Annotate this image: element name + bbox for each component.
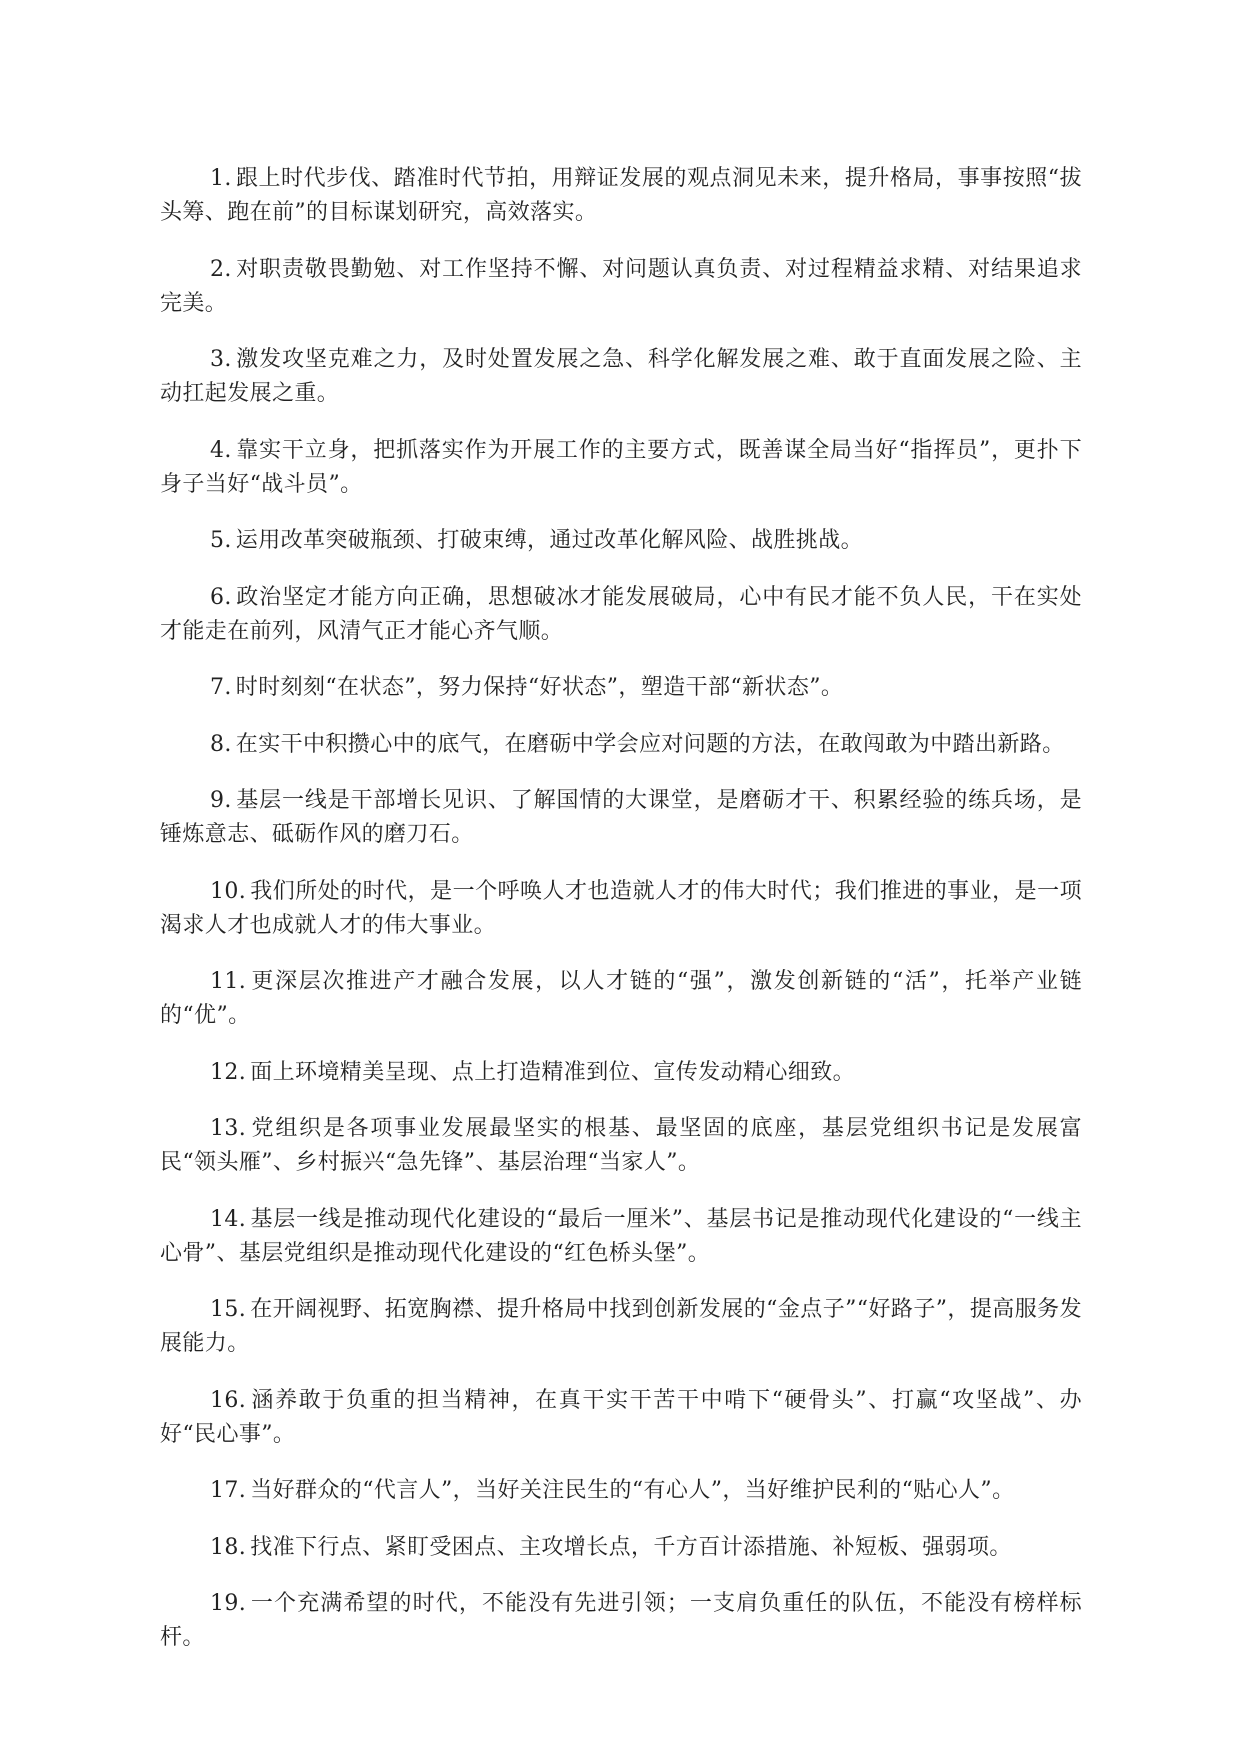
list-item-19	[160, 1587, 1082, 1655]
item-text: 基层一线是干部增长见识、了解国情的大课堂，是磨砺才干、积累经验的练兵场，是锤炼意志、砥砺作风的磨刀石。	[160, 788, 1082, 847]
item-text: 涵养敢于负重的担当精神，在真干实干苦干中啃下“硬骨头”、打赢“攻坚战”、办好“民心事”。	[160, 1387, 1082, 1447]
item-number: 14.	[210, 1206, 247, 1232]
item-number: 16.	[210, 1387, 247, 1413]
item-number: 17.	[210, 1478, 247, 1503]
list-item-4	[160, 434, 1082, 502]
list-item-2	[160, 253, 1082, 321]
list-item-17	[160, 1474, 1082, 1508]
item-text: 跟上时代步伐、踏准时代节拍，用辩证发展的观点洞见未来，提升格局，事事按照“拔头筹、跑在前”的目标谋划研究，高效落实。	[160, 166, 1082, 225]
item-text: 一个充满希望的时代，不能没有先进引领；一支肩负重任的队伍，不能没有榜样标杆。	[160, 1591, 1082, 1650]
list-item-11	[160, 965, 1082, 1033]
item-text: 找准下行点、紧盯受困点、主攻增长点，千方百计添措施、补短板、强弱项。	[250, 1534, 1012, 1560]
list-item-5	[160, 524, 1082, 558]
list-item-6	[160, 581, 1082, 649]
list-item-10	[160, 875, 1082, 943]
item-number: 13.	[210, 1116, 247, 1141]
item-number: 18.	[210, 1534, 247, 1560]
item-text: 时时刻刻“在状态”，努力保持“好状态”，塑造干部“新状态”。	[235, 675, 844, 700]
item-text: 我们所处的时代，是一个呼唤人才也造就人才的伟大时代；我们推进的事业，是一项渴求人才也成就人才的伟大事业。	[160, 878, 1082, 938]
list-item-3	[160, 343, 1082, 411]
list-item-15	[160, 1293, 1082, 1361]
list-item-13	[160, 1112, 1082, 1180]
item-number: 2.	[210, 256, 232, 282]
item-text: 更深层次推进产才融合发展，以人才链的“强”，激发创新链的“活”，托举产业链的“优”。	[160, 969, 1082, 1028]
list-item-12	[160, 1056, 1082, 1090]
item-text: 在实干中积攒心中的底气，在磨砺中学会应对问题的方法，在敢闯敢为中踏出新路。	[235, 731, 1065, 757]
item-number: 8.	[210, 731, 232, 757]
item-number: 12.	[210, 1059, 247, 1085]
item-number: 4.	[210, 437, 232, 463]
item-text: 政治坚定才能方向正确，思想破冰才能发展破局，心中有民才能不负人民，干在实处才能走在前列，风清气正才能心齐气顺。	[160, 584, 1082, 644]
item-text: 在开阔视野、拓宽胸襟、提升格局中找到创新发展的“金点子”“好路子”，提高服务发展能力。	[160, 1297, 1082, 1356]
item-number: 19.	[210, 1591, 247, 1616]
item-number: 6.	[210, 584, 232, 610]
item-text: 激发攻坚克难之力，及时处置发展之急、科学化解发展之难、敢于直面发展之险、主动扛起发展之重。	[160, 347, 1082, 406]
item-number: 11.	[210, 969, 247, 994]
item-text: 靠实干立身，把抓落实作为开展工作的主要方式，既善谋全局当好“指挥员”，更扑下身子当好“战斗员”。	[160, 437, 1082, 497]
item-number: 9.	[210, 788, 232, 813]
list-item-1	[160, 162, 1082, 230]
item-text: 运用改革突破瓶颈、打破束缚，通过改革化解风险、战胜挑战。	[235, 528, 863, 553]
item-number: 15.	[210, 1297, 247, 1322]
item-text: 面上环境精美呈现、点上打造精准到位、宣传发动精心细致。	[250, 1059, 855, 1085]
list-item-9	[160, 784, 1082, 852]
item-number: 5.	[210, 528, 232, 553]
list-item-7	[160, 671, 1082, 705]
item-number: 7.	[210, 675, 232, 700]
list-item-8	[160, 728, 1082, 762]
item-number: 10.	[210, 878, 247, 904]
item-text: 对职责敬畏勤勉、对工作坚持不懈、对问题认真负责、对过程精益求精、对结果追求完美。	[160, 256, 1082, 316]
list-item-18	[160, 1531, 1082, 1565]
list-item-16	[160, 1384, 1082, 1452]
list-item-14	[160, 1203, 1082, 1271]
item-number: 1.	[210, 166, 232, 191]
item-text: 基层一线是推动现代化建设的“最后一厘米”、基层书记是推动现代化建设的“一线主心骨”、基层党组织是推动现代化建设的“红色桥头堡”。	[160, 1206, 1082, 1266]
item-text: 当好群众的“代言人”，当好关注民生的“有心人”，当好维护民利的“贴心人”。	[250, 1478, 1015, 1503]
item-number: 3.	[210, 347, 232, 372]
item-text: 党组织是各项事业发展最坚实的根基、最坚固的底座，基层党组织书记是发展富民“领头雁”、乡村振兴“急先锋”、基层治理“当家人”。	[160, 1116, 1082, 1175]
